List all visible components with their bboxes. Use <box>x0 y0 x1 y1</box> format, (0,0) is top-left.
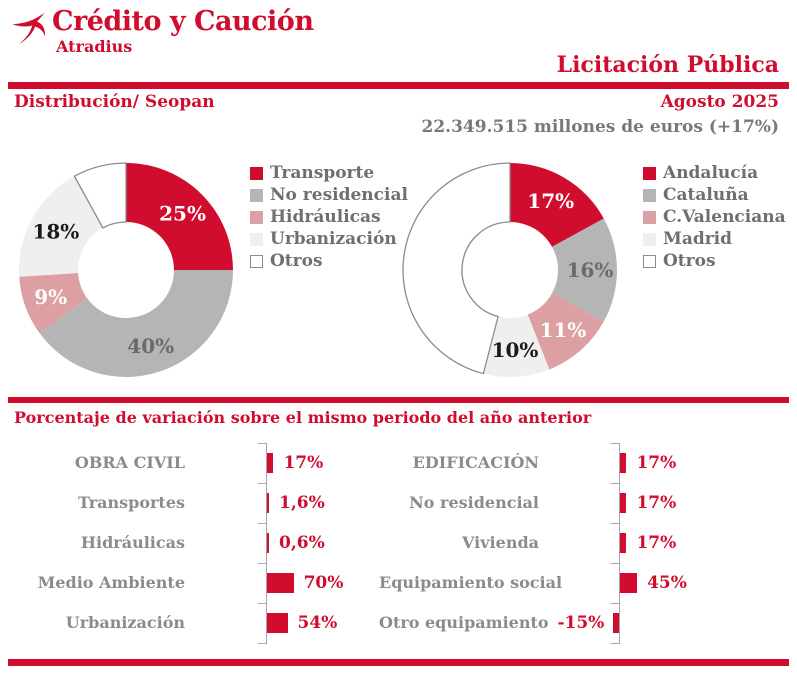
axis-tick <box>258 563 267 564</box>
axis-tick <box>611 563 620 564</box>
section-label: Distribución/ Seopan <box>14 92 215 112</box>
company-logo <box>10 6 313 56</box>
bar-value-label: 17% <box>283 453 324 473</box>
bar-value-label: 17% <box>636 493 677 513</box>
bar <box>267 573 294 593</box>
page-title: Licitación Pública <box>556 52 779 78</box>
axis-tick <box>258 483 267 484</box>
atradius-bird-icon <box>10 12 48 48</box>
bar-row-no-residencial <box>379 483 767 523</box>
bar-category-label: Vivienda <box>462 533 539 552</box>
bar-category-label: OBRA CIVIL <box>74 453 185 472</box>
legend-swatch <box>643 255 656 268</box>
legend-label: Urbanización <box>270 229 397 249</box>
bar-category-label: Hidráulicas <box>80 533 185 552</box>
legend-item-urbanizaci-n <box>250 228 408 250</box>
legend-item-no-residencial <box>250 184 408 206</box>
bar-category-label: Equipamiento social <box>379 573 563 592</box>
legend-label: Otros <box>663 251 716 271</box>
legend-item-andaluc-a <box>643 162 786 184</box>
bar-value-label: -15% <box>557 613 605 633</box>
bar-row-hidr-ulicas <box>14 523 379 563</box>
variation-bar-charts <box>14 443 767 643</box>
bar-value-label: 45% <box>647 573 687 593</box>
axis-tick <box>258 523 267 524</box>
legend-swatch <box>250 255 263 268</box>
axis-tick <box>611 443 620 444</box>
variation-section-title: Porcentaje de variación sobre el mismo periodo del año anterior <box>14 408 592 427</box>
axis-tick <box>611 643 620 644</box>
bar-value-label: 17% <box>636 453 677 473</box>
bar-zone <box>266 603 379 643</box>
bar-category-label: Medio Ambiente <box>37 573 185 592</box>
bar-row-equipamiento-social <box>379 563 767 603</box>
legend-label: Andalucía <box>663 163 759 183</box>
donut-data-label: 25% <box>159 201 206 226</box>
legend-regiones <box>643 162 786 272</box>
axis-tick <box>611 523 620 524</box>
bar-category-label: Urbanización <box>65 613 185 632</box>
divider-bottom <box>8 659 789 666</box>
bar-value-label: 0,6% <box>279 533 325 553</box>
bar-row-edificaci-n <box>379 443 767 483</box>
legend-item-c-valenciana <box>643 206 786 228</box>
bar-zone <box>266 563 379 603</box>
bar <box>267 533 269 553</box>
bar-category-label: EDIFICACIÓN <box>412 453 539 472</box>
bar-chart-edificacion <box>379 443 767 643</box>
bar-row-obra-civil <box>14 443 379 483</box>
donut-data-label: 16% <box>566 258 614 282</box>
donut-data-label: 40% <box>127 334 175 359</box>
legend-swatch <box>250 167 263 180</box>
legend-swatch <box>643 233 656 246</box>
legend-swatch <box>250 189 263 202</box>
bar <box>267 493 269 513</box>
legend-item-otros <box>250 250 408 272</box>
donut-data-label: 10% <box>491 337 539 362</box>
bar <box>620 453 626 473</box>
legend-item-hidr-ulicas <box>250 206 408 228</box>
bar-category-label: No residencial <box>409 493 539 512</box>
donut-data-label: 11% <box>539 318 587 343</box>
bar-value-label: 54% <box>297 613 338 633</box>
legend-seopan <box>250 162 408 272</box>
period-label: Agosto 2025 <box>660 92 779 112</box>
legend-item-madrid <box>643 228 786 250</box>
bar-row-transportes <box>14 483 379 523</box>
axis-tick <box>258 603 267 604</box>
bar-row-vivienda <box>379 523 767 563</box>
brand-subtitle: Atradius <box>56 37 133 56</box>
legend-label: Hidráulicas <box>270 207 381 227</box>
bar-value-label: 17% <box>636 533 677 553</box>
legend-item-transporte <box>250 162 408 184</box>
legend-label: No residencial <box>270 185 408 205</box>
bar-row-medio-ambiente <box>14 563 379 603</box>
divider-middle <box>8 397 789 403</box>
donut-chart-seopan <box>18 162 234 378</box>
bar-zone <box>619 563 767 603</box>
bar-zone <box>266 443 379 483</box>
legend-swatch <box>643 189 656 202</box>
legend-swatch <box>643 211 656 224</box>
bar-value-label: 1,6% <box>279 493 325 513</box>
bar-zone <box>557 603 767 643</box>
axis-tick <box>258 443 267 444</box>
bar-row-otro-equipamiento <box>379 603 767 643</box>
legend-label: Transporte <box>270 163 375 183</box>
bar <box>620 493 626 513</box>
axis-tick <box>611 483 620 484</box>
donut-data-label: 18% <box>32 219 80 244</box>
legend-label: Cataluña <box>663 185 749 205</box>
legend-swatch <box>250 233 263 246</box>
bar-row-urbanizaci-n <box>14 603 379 643</box>
legend-swatch <box>643 167 656 180</box>
brand-name: Crédito y Caución <box>52 6 314 37</box>
axis-tick <box>258 643 267 644</box>
legend-item-catalu-a <box>643 184 786 206</box>
legend-item-otros <box>643 250 786 272</box>
legend-swatch <box>250 211 263 224</box>
donut-data-label: 17% <box>527 189 575 214</box>
donut-data-label: 9% <box>34 285 68 310</box>
axis-tick <box>611 603 620 604</box>
legend-label: Otros <box>270 251 323 271</box>
bar-chart-obra-civil <box>14 443 379 643</box>
bar-category-label: Transportes <box>77 493 185 512</box>
legend-label: C.Valenciana <box>663 207 786 227</box>
legend-label: Madrid <box>663 229 733 249</box>
bar <box>267 613 288 633</box>
bar-category-label: Otro equipamiento <box>379 613 549 632</box>
bar <box>267 453 273 473</box>
divider-top <box>8 82 789 89</box>
bar <box>620 533 626 553</box>
total-amount: 22.349.515 millones de euros (+17%) <box>421 117 779 137</box>
bar-zone <box>619 443 767 483</box>
bar-zone <box>266 523 379 563</box>
bar <box>613 613 619 633</box>
bar-zone <box>619 483 767 523</box>
bar-value-label: 70% <box>303 573 344 593</box>
bar-zone <box>266 483 379 523</box>
bar <box>620 573 637 593</box>
bar-zone <box>619 523 767 563</box>
logo-text <box>52 6 313 56</box>
donut-chart-regiones <box>402 162 618 378</box>
